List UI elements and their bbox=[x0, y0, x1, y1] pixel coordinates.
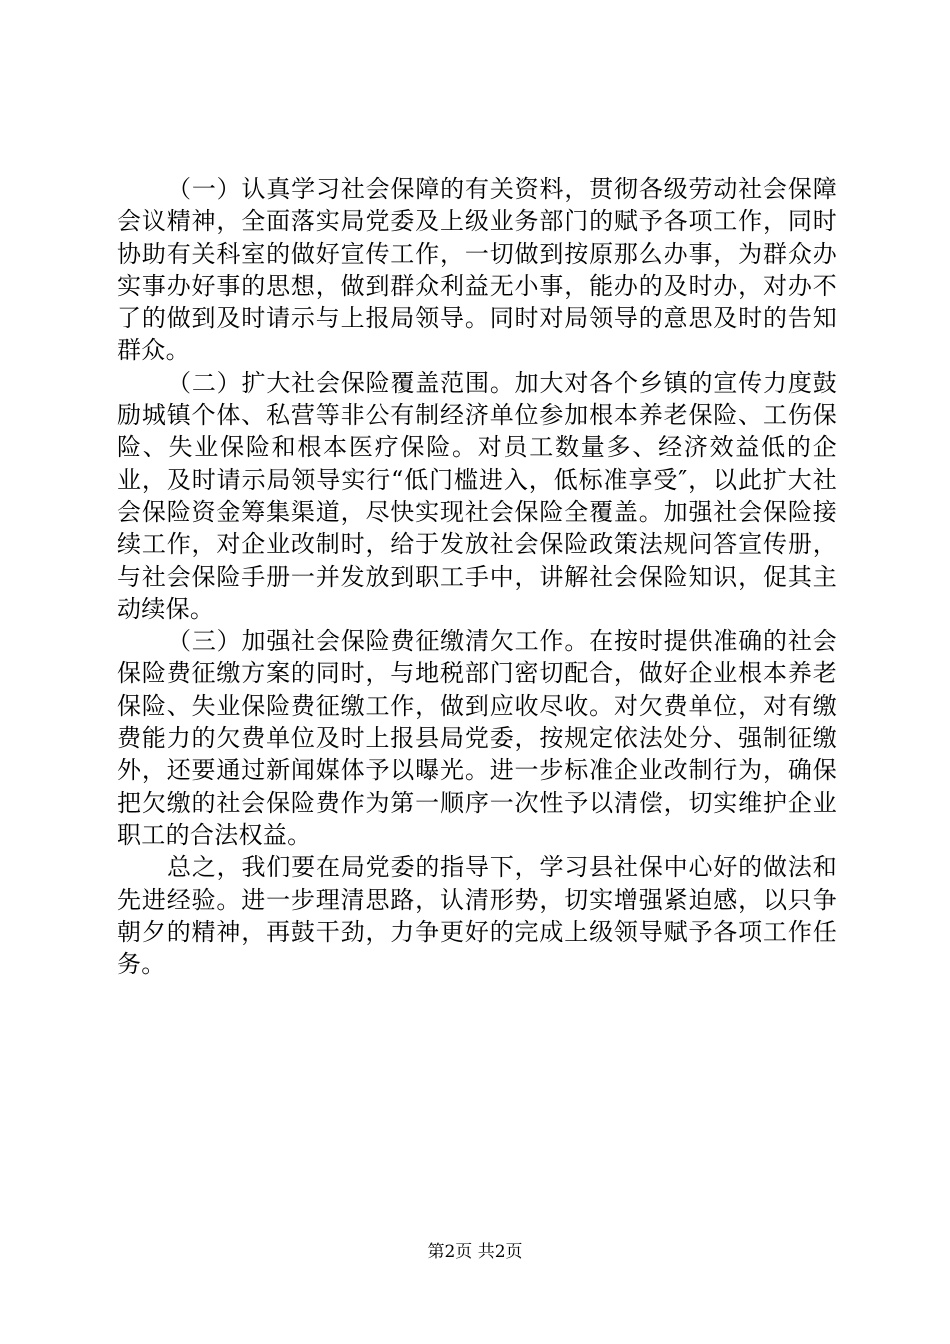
page-number-label: 第2页 共2页 bbox=[427, 1242, 523, 1262]
paragraph-2: （二）扩大社会保险覆盖范围。加大对各个乡镇的宣传力度鼓励城镇个体、私营等非公有制经济单位参加根本养老保险、工伤保险、失业保险和根本医疗保险。对员工数量多、经济效益低的企业，及时请示局领导实行“低门槛进入，低标准享受″，以此扩大社会保险资金筹集渠道，尽快实现社会保险全覆盖。加强社会保险接续工作，对企业改制时，给于发放社会保险政策法规问答宣传册，与社会保险手册一并发放到职工手中，讲解社会保险知识，促其主动续保。 bbox=[117, 368, 837, 623]
paragraph-4: 总之，我们要在局党委的指导下，学习县社保中心好的做法和先进经验。进一步理清思路，认清形势，切实增强紧迫感，以只争朝夕的精神，再鼓干劲，力争更好的完成上级领导赋予各项工作任务。 bbox=[117, 853, 837, 979]
paragraph-1: （一）认真学习社会保障的有关资料，贯彻各级劳动社会保障会议精神，全面落实局党委及上级业务部门的赋予各项工作，同时协助有关科室的做好宣传工作，一切做到按原那么办事，为群众办实事办好事的思想，做到群众利益无小事，能办的及时办，对办不了的做到及时请示与上报局领导。同时对局领导的意思及时的告知群众。 bbox=[117, 175, 837, 365]
document-body bbox=[117, 173, 837, 980]
paragraph-3: （三）加强社会保险费征缴清欠工作。在按时提供准确的社会保险费征缴方案的同时，与地税部门密切配合，做好企业根本养老保险、失业保险费征缴工作，做到应收尽收。对欠费单位，对有缴费能力的欠费单位及时上报县局党委，按规定依法处分、强制征缴外，还要通过新闻媒体予以曝光。进一步标准企业改制行为，确保把欠缴的社会保险费作为第一顺序一次性予以清偿，切实维护企业职工的合法权益。 bbox=[117, 627, 837, 849]
page-footer bbox=[0, 1241, 950, 1263]
